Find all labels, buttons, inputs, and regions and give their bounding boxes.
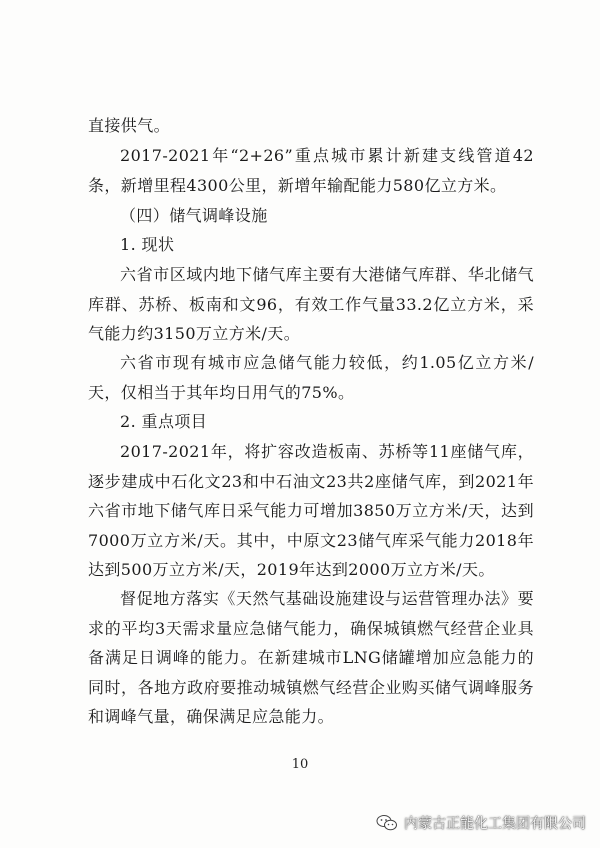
section-heading-storage: （四）储气调峰设施 xyxy=(120,206,268,225)
subheading-current-status: 1. 现状 xyxy=(120,235,175,254)
paragraph-pipeline-stats: 2017-2021年“2+26”重点城市累计新建支线管道42条，新增里程4300公里，新增年输配能力580亿立方米。 xyxy=(88,146,534,195)
subheading-key-projects: 2. 重点项目 xyxy=(120,412,208,431)
paragraph-direct-supply: 直接供气。 xyxy=(88,116,171,135)
watermark xyxy=(376,810,586,836)
watermark-text: 内蒙古正能化工集团有限公司 xyxy=(404,816,586,832)
page-number: 10 xyxy=(291,757,309,772)
paragraph-underground-storage: 六省市区域内地下储气库主要有大港储气库群、华北储气库群、苏桥、板南和文96，有效工作气量33.2亿立方米，采气能力约3150万立方米/天。 xyxy=(88,265,534,343)
paragraph-expansion-plan: 2017-2021年，将扩容改造板南、苏桥等11座储气库，逐步建成中石化文23和中石油文23共2座储气库，到2021年六省市地下储气库日采气能力可增加3850万立方米/天，达到7000万立方米/天。其中，中原文23储气库采气能力2018年达到500万立方米/天，2019年达到2000万立方米/天。 xyxy=(88,442,534,579)
paragraph-emergency-storage: 六省市现有城市应急储气能力较低，约1.05亿立方米/天，仅相当于其年均日用气的75%。 xyxy=(88,353,534,402)
wechat-icon xyxy=(376,814,398,832)
paragraph-supervision: 督促地方落实《天然气基础设施建设与运营管理办法》要求的平均3天需求量应急储气能力，确保城镇燃气经营企业具备满足日调峰的能力。在新建城市LNG储罐增加应急能力的同时，各地方政府要推动城镇燃气经营企业购买储气调峰服务和调峰气量，确保满足应急能力。 xyxy=(88,589,534,726)
